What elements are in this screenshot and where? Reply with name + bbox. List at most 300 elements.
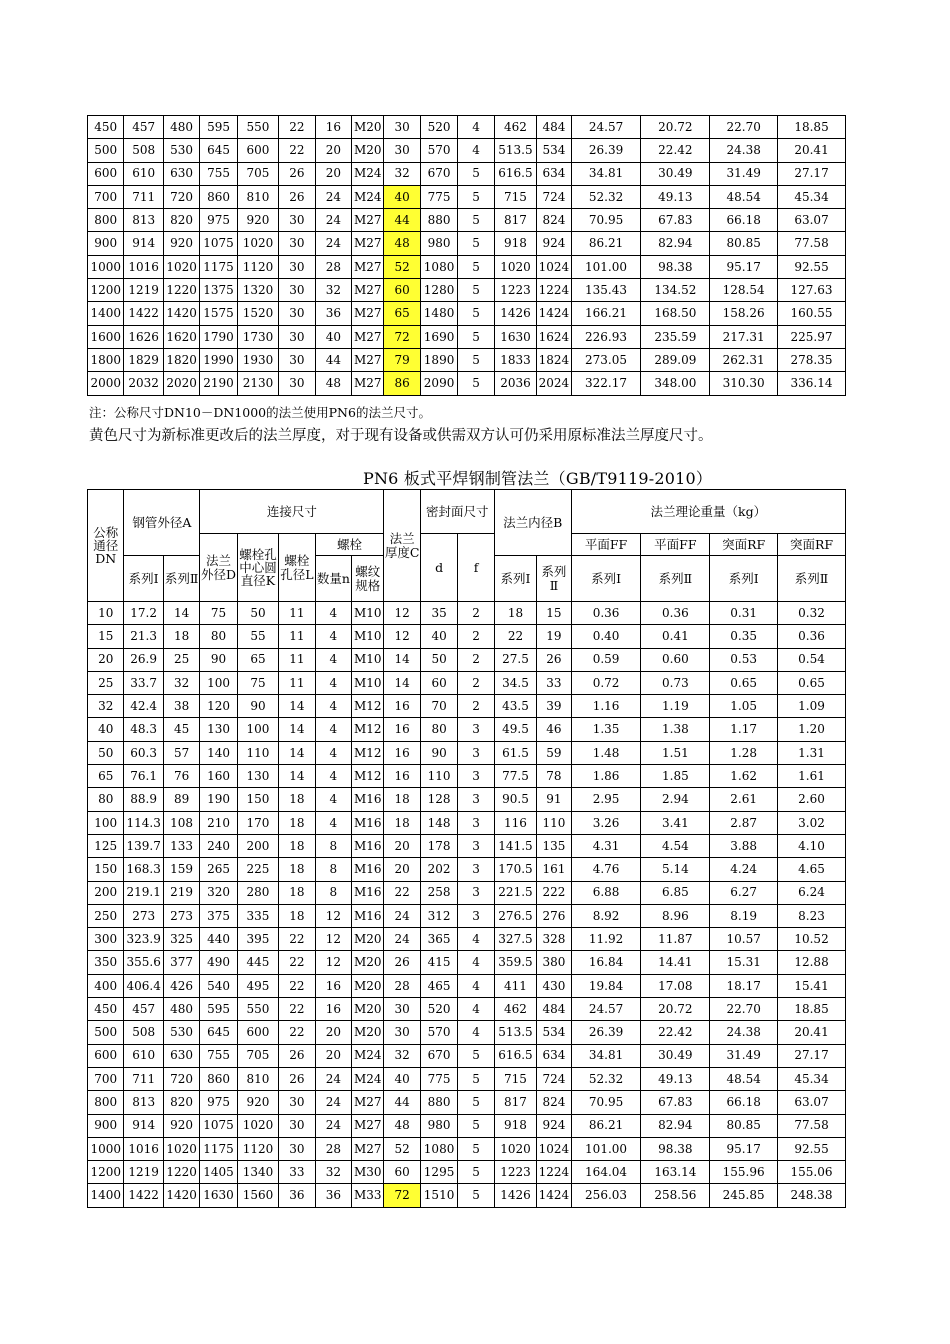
pn6-table-body xyxy=(88,602,846,1208)
table-cell: 22.70 xyxy=(710,116,778,139)
table-cell: 30 xyxy=(384,139,420,162)
table-cell: 534 xyxy=(537,139,571,162)
table-cell: 49.5 xyxy=(494,718,537,741)
table-cell: 77.5 xyxy=(494,765,537,788)
header-weight-ff1: 平面FF xyxy=(571,534,641,556)
table-cell: 6.24 xyxy=(778,881,846,904)
table-cell: 52 xyxy=(384,1137,420,1160)
table-cell: 44 xyxy=(384,1091,420,1114)
table-row xyxy=(88,1067,846,1090)
table-cell: 75 xyxy=(237,671,278,694)
table-cell: 150 xyxy=(88,858,124,881)
table-cell: 98.38 xyxy=(641,255,710,278)
table-cell: 0.36 xyxy=(641,602,710,625)
table-cell: 16.84 xyxy=(571,951,641,974)
table-cell: 1829 xyxy=(124,348,163,371)
table-row xyxy=(88,1114,846,1137)
header-bore-s2: 系列Ⅱ xyxy=(537,556,571,602)
table-cell: 18 xyxy=(279,811,315,834)
table-cell: 430 xyxy=(537,974,571,997)
table-cell: 26 xyxy=(279,162,315,185)
table-cell: 975 xyxy=(200,209,237,232)
table-cell: 135 xyxy=(537,834,571,857)
table-cell: 0.31 xyxy=(710,602,778,625)
table-cell: 914 xyxy=(124,1114,163,1137)
table-cell: 11 xyxy=(279,625,315,648)
table-row xyxy=(88,602,846,625)
table-cell: 1224 xyxy=(537,1161,571,1184)
table-cell: 35 xyxy=(420,602,457,625)
table-cell: 22.70 xyxy=(710,998,778,1021)
table-cell: 824 xyxy=(537,1091,571,1114)
table-cell: 670 xyxy=(420,1044,457,1067)
table-cell: 860 xyxy=(200,1067,237,1090)
table-cell: 78 xyxy=(537,765,571,788)
table-cell: 32 xyxy=(163,671,199,694)
table-cell: 1375 xyxy=(200,279,237,302)
table-cell: 5 xyxy=(458,1137,494,1160)
table-cell: 135.43 xyxy=(571,279,641,302)
table-cell: 26.9 xyxy=(124,648,163,671)
table-cell: M27 xyxy=(352,209,384,232)
table-cell: 12 xyxy=(315,904,351,927)
table-cell: 1280 xyxy=(420,279,457,302)
table-cell: 5 xyxy=(458,348,494,371)
table-cell: M27 xyxy=(352,1137,384,1160)
table-cell: 1120 xyxy=(237,1137,278,1160)
table-cell: M27 xyxy=(352,372,384,395)
table-cell: 200 xyxy=(237,834,278,857)
header-bolt-qty: 数量n xyxy=(315,556,351,602)
table-cell: 1200 xyxy=(88,1161,124,1184)
table-cell: 18 xyxy=(279,788,315,811)
table-cell: 240 xyxy=(200,834,237,857)
table-cell: 120 xyxy=(200,695,237,718)
table-cell: 15 xyxy=(88,625,124,648)
table-cell: 540 xyxy=(200,974,237,997)
table-cell: 462 xyxy=(494,998,537,1021)
table-cell: 5 xyxy=(458,162,494,185)
table-cell: 1833 xyxy=(494,348,537,371)
table-cell: 720 xyxy=(163,185,199,208)
table-cell: 2036 xyxy=(494,372,537,395)
table-cell: 320 xyxy=(200,881,237,904)
table-cell: 530 xyxy=(163,139,199,162)
table-cell: 2.87 xyxy=(710,811,778,834)
table-cell: 2130 xyxy=(237,372,278,395)
table-cell: 26 xyxy=(279,185,315,208)
table-cell: 700 xyxy=(88,1067,124,1090)
table-cell: 89 xyxy=(163,788,199,811)
table-cell: 1.51 xyxy=(641,741,710,764)
table-cell: M27 xyxy=(352,348,384,371)
table-cell: 550 xyxy=(237,116,278,139)
table-cell: 1.48 xyxy=(571,741,641,764)
table-cell: M24 xyxy=(352,1067,384,1090)
table-cell: 48.54 xyxy=(710,185,778,208)
table-cell: 265 xyxy=(200,858,237,881)
table-cell: 11 xyxy=(279,671,315,694)
table-cell: 327.5 xyxy=(494,928,537,951)
table-cell: 920 xyxy=(237,209,278,232)
table-cell: 2024 xyxy=(537,372,571,395)
table-cell: 75 xyxy=(200,602,237,625)
table-cell: 900 xyxy=(88,1114,124,1137)
table-cell: 4 xyxy=(315,625,351,648)
table-cell: 278.35 xyxy=(778,348,846,371)
table-cell: 22.42 xyxy=(641,139,710,162)
table-cell: 48 xyxy=(384,1114,420,1137)
table-cell: 914 xyxy=(124,232,163,255)
table-row xyxy=(88,302,846,325)
table-cell: 219 xyxy=(163,881,199,904)
table-cell: 1790 xyxy=(200,325,237,348)
table-cell: 1930 xyxy=(237,348,278,371)
table-cell: 1690 xyxy=(420,325,457,348)
table-cell: 15.41 xyxy=(778,974,846,997)
table-cell: 813 xyxy=(124,209,163,232)
table-cell: 1.86 xyxy=(571,765,641,788)
table-cell: 1.61 xyxy=(778,765,846,788)
table-cell: 2.61 xyxy=(710,788,778,811)
table-cell: 273 xyxy=(163,904,199,927)
table-cell: M20 xyxy=(352,998,384,1021)
table-cell: 8.92 xyxy=(571,904,641,927)
table-cell: 127.63 xyxy=(778,279,846,302)
table-cell: 26.39 xyxy=(571,139,641,162)
table-cell: 18.85 xyxy=(778,116,846,139)
table-cell: 276 xyxy=(537,904,571,927)
table-cell: 60 xyxy=(384,1161,420,1184)
table-cell: 28 xyxy=(315,255,351,278)
table-cell: 1016 xyxy=(124,255,163,278)
table-cell: 1630 xyxy=(494,325,537,348)
table-cell: 3 xyxy=(458,765,494,788)
table-cell: M20 xyxy=(352,139,384,162)
table-row xyxy=(88,904,846,927)
table-cell: 350 xyxy=(88,951,124,974)
table-cell: 1990 xyxy=(200,348,237,371)
table-cell: 12 xyxy=(384,625,420,648)
table-cell: 32 xyxy=(384,1044,420,1067)
table-cell: 1224 xyxy=(537,279,571,302)
table-cell: M27 xyxy=(352,1114,384,1137)
table-cell: 375 xyxy=(200,904,237,927)
table-cell: 72 xyxy=(384,325,420,348)
table-cell: 820 xyxy=(163,209,199,232)
table-cell: 457 xyxy=(124,998,163,1021)
table-cell: 24 xyxy=(315,185,351,208)
table-cell: 1730 xyxy=(237,325,278,348)
table-cell: 4.76 xyxy=(571,858,641,881)
table-cell: 395 xyxy=(237,928,278,951)
table-cell: 141.5 xyxy=(494,834,537,857)
table-cell: 480 xyxy=(163,998,199,1021)
table-cell: 262.31 xyxy=(710,348,778,371)
table-cell: 95.17 xyxy=(710,255,778,278)
table-cell: 33 xyxy=(537,671,571,694)
table-cell: 18 xyxy=(384,811,420,834)
table-cell: 116 xyxy=(494,811,537,834)
table-cell: 26 xyxy=(384,951,420,974)
table-cell: 1020 xyxy=(237,1114,278,1137)
table-cell: 711 xyxy=(124,185,163,208)
table-cell: 359.5 xyxy=(494,951,537,974)
table-cell: M10 xyxy=(352,648,384,671)
table-cell: 52.32 xyxy=(571,185,641,208)
table-cell: 20.41 xyxy=(778,1021,846,1044)
table-cell: 273.05 xyxy=(571,348,641,371)
table-cell: 45 xyxy=(163,718,199,741)
table-cell: 40 xyxy=(384,185,420,208)
table-cell: 168.3 xyxy=(124,858,163,881)
table-cell: 490 xyxy=(200,951,237,974)
table-cell: 8 xyxy=(315,834,351,857)
table-cell: M27 xyxy=(352,302,384,325)
table-cell: 0.72 xyxy=(571,671,641,694)
table-row xyxy=(88,928,846,951)
table-row xyxy=(88,951,846,974)
table-cell: 1020 xyxy=(237,232,278,255)
table-cell: 1.31 xyxy=(778,741,846,764)
table-cell: 18 xyxy=(279,904,315,927)
table-cell: 30 xyxy=(279,302,315,325)
table-cell: M16 xyxy=(352,834,384,857)
table-cell: 24.57 xyxy=(571,116,641,139)
table-cell: 24 xyxy=(315,1114,351,1137)
table-cell: 1024 xyxy=(537,255,571,278)
table-cell: 720 xyxy=(163,1067,199,1090)
header-seal: 密封面尺寸 xyxy=(420,490,494,534)
table-cell: 55 xyxy=(237,625,278,648)
table-cell: 48.54 xyxy=(710,1067,778,1090)
table-cell: 100 xyxy=(88,811,124,834)
table-cell: 18 xyxy=(384,788,420,811)
table-cell: 26 xyxy=(279,1067,315,1090)
table-cell: 22 xyxy=(279,1021,315,1044)
table-cell: 880 xyxy=(420,209,457,232)
table-row xyxy=(88,741,846,764)
table-row xyxy=(88,279,846,302)
table-cell: 12 xyxy=(315,928,351,951)
table-cell: 534 xyxy=(537,1021,571,1044)
table-cell: 20 xyxy=(384,858,420,881)
table-row xyxy=(88,232,846,255)
table-cell: 158.26 xyxy=(710,302,778,325)
table-cell: 1.19 xyxy=(641,695,710,718)
table-cell: 1630 xyxy=(200,1184,237,1207)
table-cell: 148 xyxy=(420,811,457,834)
table-row xyxy=(88,209,846,232)
table-cell: 33.7 xyxy=(124,671,163,694)
table-cell: 570 xyxy=(420,1021,457,1044)
table-cell: 43.5 xyxy=(494,695,537,718)
table-cell: M12 xyxy=(352,765,384,788)
table-cell: 36 xyxy=(315,302,351,325)
table-cell: 616.5 xyxy=(494,162,537,185)
table-cell: 22 xyxy=(279,139,315,162)
table-cell: 380 xyxy=(537,951,571,974)
table-cell: 22 xyxy=(384,881,420,904)
table-cell: 30 xyxy=(384,116,420,139)
table-cell: 31.49 xyxy=(710,162,778,185)
table-cell: 0.35 xyxy=(710,625,778,648)
table-cell: M24 xyxy=(352,185,384,208)
header-weight-series2-rf: 系列Ⅱ xyxy=(778,556,846,602)
table-cell: 63.07 xyxy=(778,1091,846,1114)
table-cell: 100 xyxy=(237,718,278,741)
table-cell: 520 xyxy=(420,116,457,139)
table-cell: 65 xyxy=(237,648,278,671)
table-cell: 18 xyxy=(279,858,315,881)
table-row xyxy=(88,1044,846,1067)
table-cell: 14.41 xyxy=(641,951,710,974)
table-cell: 1.38 xyxy=(641,718,710,741)
table-cell: M24 xyxy=(352,1044,384,1067)
table-cell: 30 xyxy=(279,1137,315,1160)
table-cell: 32 xyxy=(315,1161,351,1184)
header-weight-series2-ff: 系列Ⅱ xyxy=(641,556,710,602)
table-cell: 80 xyxy=(88,788,124,811)
table-cell: 17.08 xyxy=(641,974,710,997)
table-cell: 18 xyxy=(279,881,315,904)
table-cell: 1426 xyxy=(494,1184,537,1207)
table-row xyxy=(88,1091,846,1114)
table-cell: 12 xyxy=(384,602,420,625)
table-cell: 34.5 xyxy=(494,671,537,694)
table-cell: 918 xyxy=(494,232,537,255)
table-cell: 2 xyxy=(458,602,494,625)
table-cell: 200 xyxy=(88,881,124,904)
table-cell: 2090 xyxy=(420,372,457,395)
table-cell: 170.5 xyxy=(494,858,537,881)
table-cell: 900 xyxy=(88,232,124,255)
table-row xyxy=(88,671,846,694)
table-cell: 20 xyxy=(315,1044,351,1067)
table-cell: 0.53 xyxy=(710,648,778,671)
table-cell: 30 xyxy=(279,209,315,232)
table-cell: 70 xyxy=(420,695,457,718)
table-cell: 4.10 xyxy=(778,834,846,857)
table-cell: 1120 xyxy=(237,255,278,278)
table-row xyxy=(88,858,846,881)
table-cell: 1890 xyxy=(420,348,457,371)
table-cell: 5 xyxy=(458,232,494,255)
table-cell: 6.88 xyxy=(571,881,641,904)
table-row xyxy=(88,325,846,348)
table-cell: 3.02 xyxy=(778,811,846,834)
table-cell: 335 xyxy=(237,904,278,927)
table-cell: 1340 xyxy=(237,1161,278,1184)
table-cell: 24 xyxy=(384,904,420,927)
table-cell: 1.05 xyxy=(710,695,778,718)
table-cell: 365 xyxy=(420,928,457,951)
table-cell: 328 xyxy=(537,928,571,951)
header-seal-f: f xyxy=(458,534,494,602)
table-row xyxy=(88,998,846,1021)
table-cell: 250 xyxy=(88,904,124,927)
table-cell: 3 xyxy=(458,788,494,811)
table-cell: 457 xyxy=(124,116,163,139)
table-cell: 3.41 xyxy=(641,811,710,834)
table-cell: 700 xyxy=(88,185,124,208)
table-cell: 19 xyxy=(537,625,571,648)
table-cell: 22 xyxy=(279,974,315,997)
table-row xyxy=(88,139,846,162)
table-cell: 12.88 xyxy=(778,951,846,974)
table-cell: 530 xyxy=(163,1021,199,1044)
table-cell: 222 xyxy=(537,881,571,904)
table-cell: 86 xyxy=(384,372,420,395)
table-row xyxy=(88,718,846,741)
table-row xyxy=(88,1021,846,1044)
table-cell: 90 xyxy=(200,648,237,671)
table-cell: 12 xyxy=(315,951,351,974)
table-cell: 924 xyxy=(537,232,571,255)
table-cell: 550 xyxy=(237,998,278,1021)
table-cell: 4 xyxy=(458,116,494,139)
table-cell: 82.94 xyxy=(641,232,710,255)
table-cell: 860 xyxy=(200,185,237,208)
table-cell: 508 xyxy=(124,1021,163,1044)
table-cell: 16 xyxy=(384,741,420,764)
table-cell: 4 xyxy=(315,741,351,764)
table-cell: 440 xyxy=(200,928,237,951)
table-cell: 1223 xyxy=(494,1161,537,1184)
table-row xyxy=(88,881,846,904)
table-cell: 355.6 xyxy=(124,951,163,974)
table-cell: 60 xyxy=(384,279,420,302)
table-cell: 4 xyxy=(315,765,351,788)
table-cell: 26.39 xyxy=(571,1021,641,1044)
table-cell: 30 xyxy=(279,372,315,395)
table-cell: 155.06 xyxy=(778,1161,846,1184)
table-cell: 159 xyxy=(163,858,199,881)
table-cell: 248.38 xyxy=(778,1184,846,1207)
table-cell: 450 xyxy=(88,116,124,139)
table-cell: 15.31 xyxy=(710,951,778,974)
header-weight-series1-rf: 系列Ⅰ xyxy=(710,556,778,602)
table-cell: 20.41 xyxy=(778,139,846,162)
table-cell: 920 xyxy=(163,232,199,255)
table-cell: M27 xyxy=(352,255,384,278)
table-cell: M16 xyxy=(352,904,384,927)
table-cell: 5 xyxy=(458,1161,494,1184)
table-cell: 235.59 xyxy=(641,325,710,348)
table-cell: 1223 xyxy=(494,279,537,302)
table-cell: 10.52 xyxy=(778,928,846,951)
table-cell: 4 xyxy=(458,951,494,974)
table-cell: 323.9 xyxy=(124,928,163,951)
table-cell: 3 xyxy=(458,904,494,927)
table-row xyxy=(88,648,846,671)
table-cell: 221.5 xyxy=(494,881,537,904)
table-cell: 1320 xyxy=(237,279,278,302)
table-cell: 219.1 xyxy=(124,881,163,904)
table-cell: 610 xyxy=(124,1044,163,1067)
table-cell: 289.09 xyxy=(641,348,710,371)
table-cell: 60.3 xyxy=(124,741,163,764)
table-cell: 20 xyxy=(384,834,420,857)
table-cell: 11.87 xyxy=(641,928,710,951)
table-row xyxy=(88,1184,846,1207)
table-cell: 1424 xyxy=(537,1184,571,1207)
table-cell: 1000 xyxy=(88,255,124,278)
table-cell: 46 xyxy=(537,718,571,741)
table-cell: 775 xyxy=(420,185,457,208)
table-cell: 5 xyxy=(458,255,494,278)
table-cell: 30 xyxy=(384,1021,420,1044)
